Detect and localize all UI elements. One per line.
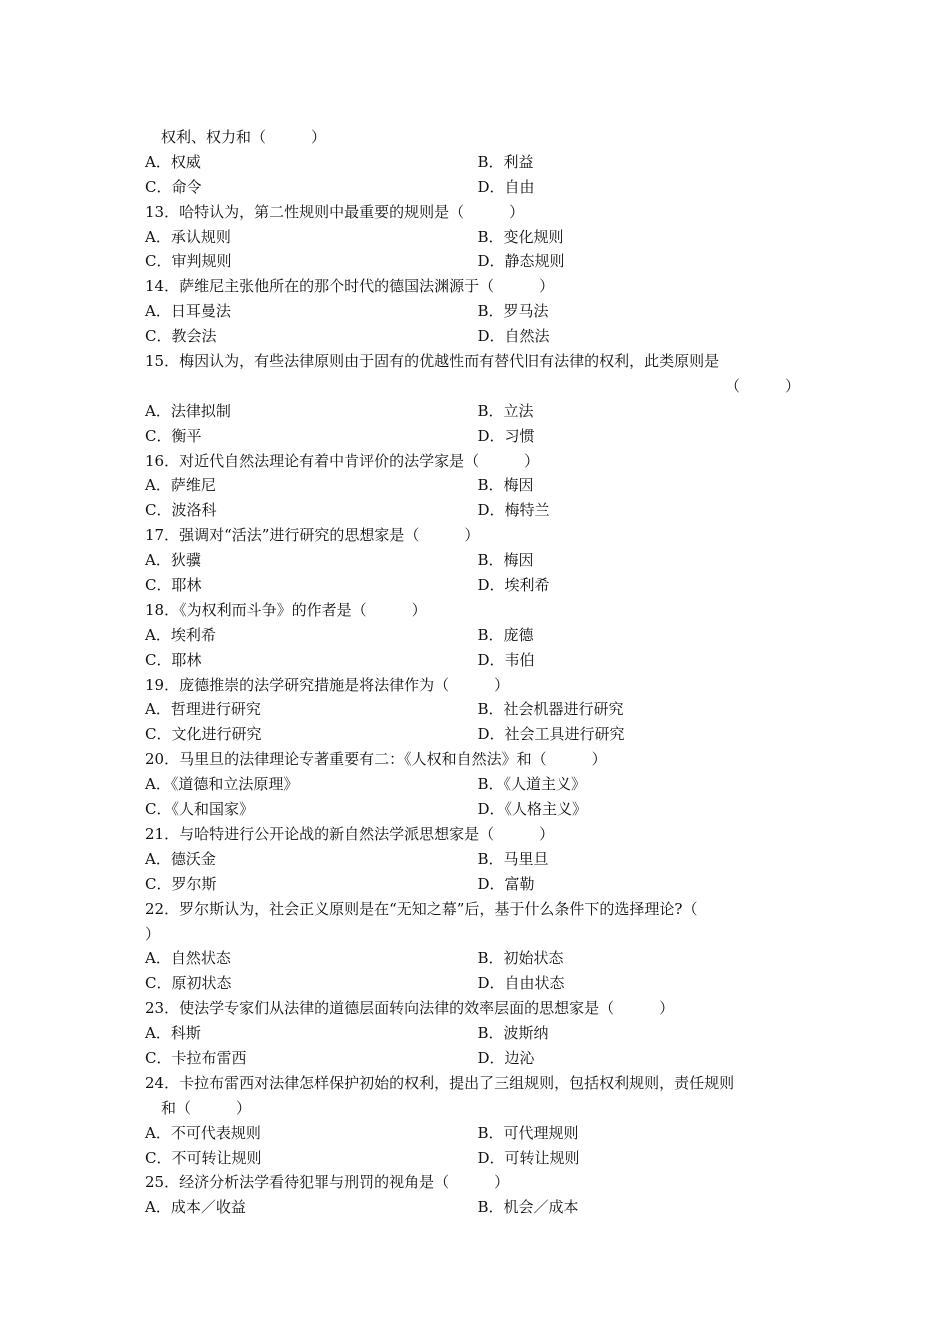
option-row (145, 722, 810, 747)
option-row (145, 225, 810, 250)
option-a: A．科斯 (145, 1024, 201, 1043)
option-b: B．可代理规则 (477, 1123, 579, 1142)
option-d: D．《人格主义》 (477, 800, 588, 819)
question-stem-continuation: （ ） (724, 376, 800, 395)
option-b: B．波斯纳 (477, 1024, 549, 1043)
option-c: C．卡拉布雷西 (145, 1048, 247, 1067)
option-b: B．马里旦 (477, 849, 549, 868)
option-c: C．原初状态 (145, 974, 232, 993)
option-c: C．文化进行研究 (145, 725, 262, 744)
question-stem: 20．马里旦的法律理论专著重要有二：《人权和自然法》和（ ） (145, 750, 607, 769)
question-stem: 21．与哈特进行公开论战的新自然法学派思想家是（ ） (145, 824, 555, 843)
option-row (145, 150, 810, 175)
question-continuation: 权利、权力和（ ） (161, 128, 327, 146)
option-row (145, 1195, 810, 1220)
question-stem: 17．强调对“活法”进行研究的思想家是（ ） (145, 526, 480, 545)
option-row (145, 1146, 810, 1171)
option-b: B．社会机器进行研究 (477, 700, 624, 719)
option-row (145, 573, 810, 598)
option-b: B．立法 (477, 401, 534, 420)
option-a: A．日耳曼法 (145, 302, 231, 321)
question-stem: 22．罗尔斯认为，社会正义原则是在“无知之幕”后，基于什么条件下的选择理论?（ (145, 899, 698, 918)
question-stem: 16．对近代自然法理论有着中肯评价的法学家是（ ） (145, 451, 540, 470)
option-row (145, 424, 810, 449)
option-row (145, 797, 810, 822)
question-stem-continuation: ） (145, 924, 161, 943)
question-stem: 25．经济分析法学看待犯罪与刑罚的视角是（ ） (145, 1173, 510, 1192)
option-d: D．自然法 (477, 327, 550, 346)
option-row (145, 847, 810, 872)
option-d: D．韦伯 (477, 650, 535, 669)
option-a: A．不可代表规则 (145, 1123, 261, 1142)
option-c: C．波洛科 (145, 501, 217, 520)
question-stem: 23．使法学专家们从法律的道德层面转向法律的效率层面的思想家是（ ） (145, 999, 675, 1018)
option-row (145, 548, 810, 573)
option-row (145, 299, 810, 324)
option-a: A．法律拟制 (145, 401, 231, 420)
option-d: D．埃利希 (477, 576, 550, 595)
option-row (145, 1121, 810, 1146)
option-row (145, 1046, 810, 1071)
option-row (145, 971, 810, 996)
option-d: D．自由 (477, 177, 535, 196)
option-d: D．静态规则 (477, 252, 565, 271)
option-d: D．社会工具进行研究 (477, 725, 625, 744)
option-d: D．梅特兰 (477, 501, 550, 520)
option-row (145, 697, 810, 722)
option-d: D．富勒 (477, 874, 535, 893)
option-a: A．《道德和立法原理》 (145, 775, 299, 794)
option-d: D．可转让规则 (477, 1148, 580, 1167)
option-c: C．耶林 (145, 650, 202, 669)
question-stem: 24．卡拉布雷西对法律怎样保护初始的权利，提出了三组规则，包括权利规则，责任规则 (145, 1073, 735, 1092)
option-c: C．教会法 (145, 327, 217, 346)
option-row (145, 175, 810, 200)
option-a: A．承认规则 (145, 227, 231, 246)
option-b: B．利益 (477, 152, 534, 171)
option-c: C．罗尔斯 (145, 874, 217, 893)
option-row (145, 498, 810, 523)
question-stem: 15．梅因认为，有些法律原则由于固有的优越性而有替代旧有法律的权利，此类原则是 (145, 352, 720, 371)
question-stem: 13．哈特认为，第二性规则中最重要的规则是（ ） (145, 202, 525, 221)
option-c: C．不可转让规则 (145, 1148, 262, 1167)
option-row (145, 772, 810, 797)
option-d: D．自由状态 (477, 974, 565, 993)
option-row (145, 249, 810, 274)
option-c: C．耶林 (145, 576, 202, 595)
question-stem-continuation: 和（ ） (161, 1098, 252, 1117)
option-b: B．《人道主义》 (477, 775, 587, 794)
option-row (145, 473, 810, 498)
option-row (145, 1021, 810, 1046)
option-b: B．梅因 (477, 476, 534, 495)
option-a: A．萨维尼 (145, 476, 216, 495)
option-b: B．梅因 (477, 551, 534, 570)
option-a: A．自然状态 (145, 949, 231, 968)
question-stem: 18．《为权利而斗争》的作者是（ ） (145, 600, 427, 619)
option-b: B．庞德 (477, 625, 534, 644)
option-row (145, 872, 810, 897)
option-a: A．狄骥 (145, 551, 201, 570)
option-a: A．哲理进行研究 (145, 700, 261, 719)
option-row (145, 946, 810, 971)
option-row (145, 324, 810, 349)
option-c: C．《人和国家》 (145, 800, 254, 819)
option-row (145, 623, 810, 648)
option-d: D．边沁 (477, 1048, 535, 1067)
option-a: A．权威 (145, 152, 201, 171)
option-a: A．成本／收益 (145, 1198, 246, 1217)
option-d: D．习惯 (477, 426, 535, 445)
option-a: A．德沃金 (145, 849, 216, 868)
option-c: C．衡平 (145, 426, 202, 445)
option-b: B．罗马法 (477, 302, 549, 321)
question-list (145, 125, 810, 1220)
option-b: B．变化规则 (477, 227, 564, 246)
option-row (145, 399, 810, 424)
option-c: C．审判规则 (145, 252, 232, 271)
question-stem: 19．庞德推崇的法学研究措施是将法律作为（ ） (145, 675, 510, 694)
question-stem: 14．萨维尼主张他所在的那个时代的德国法渊源于（ ） (145, 277, 555, 296)
option-a: A．埃利希 (145, 625, 216, 644)
option-c: C．命令 (145, 177, 202, 196)
option-b: B．机会／成本 (477, 1198, 579, 1217)
option-row (145, 648, 810, 673)
option-b: B．初始状态 (477, 949, 564, 968)
